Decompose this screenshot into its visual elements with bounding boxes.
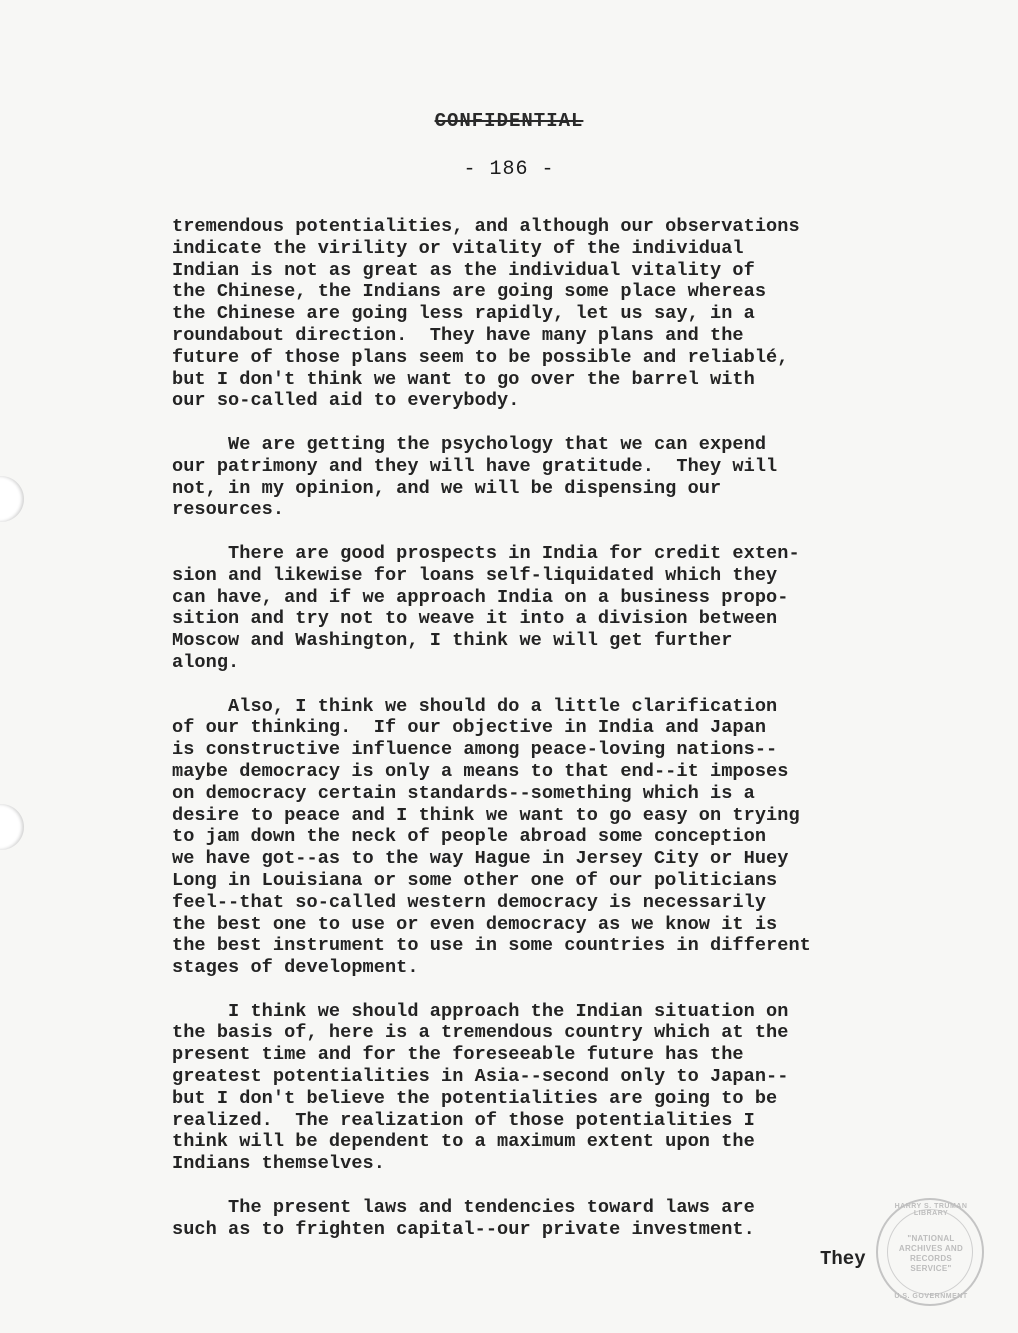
- text-line: maybe democracy is only a means to that end--it imposes: [172, 760, 789, 782]
- text-line: greatest potentialities in Asia--second only to Japan--: [172, 1066, 789, 1088]
- text-line: indicate the virility or vitality of the individual: [172, 237, 744, 259]
- text-line: our so-called aid to everybody.: [172, 390, 520, 412]
- text-line: tremendous potentialities, and although our observations: [172, 216, 800, 237]
- text-line: present time and for the foreseeable future has the: [172, 1044, 744, 1066]
- text-line: of our thinking. If our objective in India and Japan: [172, 717, 767, 739]
- text-line: not, in my opinion, and we will be dispensing our: [172, 477, 722, 499]
- text-line: sion and likewise for loans self-liquidated which they: [172, 564, 778, 586]
- text-line: Indians themselves.: [172, 1153, 385, 1175]
- text-line: on democracy certain standards--something which is a: [172, 782, 755, 804]
- paragraph-5: [172, 1001, 912, 1175]
- text-line: sition and try not to weave it into a division between: [172, 608, 778, 630]
- text-line: the Chinese are going less rapidly, let us say, in a: [172, 303, 755, 325]
- text-line: we have got--as to the way Hague in Jersey City or Huey: [172, 848, 789, 870]
- text-line: Long in Louisiana or some other one of our politicians: [172, 869, 778, 891]
- punch-hole-upper: [0, 476, 24, 522]
- text-line: the basis of, here is a tremendous country which at the: [172, 1022, 789, 1044]
- paragraph-gap: [172, 1175, 912, 1197]
- text-line: can have, and if we approach India on a business propo-: [172, 586, 789, 608]
- text-line: feel--that so-called western democracy is necessarily: [172, 891, 767, 913]
- paragraph-gap: [172, 674, 912, 696]
- text-line: but I don't believe the potentialities are going to be: [172, 1087, 778, 1109]
- paragraph-gap: [172, 979, 912, 1001]
- text-line: but I don't think we want to go over the barrel with: [172, 368, 755, 390]
- paragraph-gap: [172, 521, 912, 543]
- text-line: resources.: [172, 499, 285, 521]
- text-line: along.: [172, 651, 240, 673]
- text-line: stages of development.: [172, 957, 419, 979]
- page-number: - 186 -: [463, 158, 555, 181]
- paragraph-6: [172, 1197, 912, 1241]
- text-line: The present laws and tendencies toward laws are: [172, 1196, 755, 1218]
- seal-bottom-text: U.S. GOVERNMENT: [894, 1293, 968, 1300]
- text-line: such as to frighten capital--our private investment.: [172, 1218, 755, 1240]
- text-line: think will be dependent to a maximum extent upon the: [172, 1131, 755, 1153]
- text-line: the best one to use or even democracy as we know it is: [172, 913, 778, 935]
- text-line: We are getting the psychology that we can expend: [172, 433, 767, 455]
- seal-center-line: RECORDS: [909, 1254, 953, 1263]
- seal-center-line: SERVICE": [910, 1264, 952, 1273]
- paragraph-1: [172, 216, 912, 412]
- paragraph-2: [172, 434, 912, 521]
- text-line: There are good prospects in India for credit exten-: [172, 542, 800, 564]
- continuation-word: They: [820, 1248, 866, 1270]
- text-line: the best instrument to use in some countries in different: [172, 935, 811, 957]
- seal-top-text: HARRY S. TRUMAN LIBRARY: [894, 1203, 968, 1217]
- archive-seal-stamp: [876, 1198, 984, 1306]
- seal-center-text: [878, 1234, 984, 1274]
- text-line: Indian is not as great as the individual vitality of: [172, 259, 755, 281]
- paragraph-4: [172, 696, 912, 979]
- text-line: Moscow and Washington, I think we will get further: [172, 630, 733, 652]
- text-line: is constructive influence among peace-loving nations--: [172, 739, 778, 761]
- text-line: realized. The realization of those potentialities I: [172, 1109, 755, 1131]
- confidential-label: CONFIDENTIAL: [434, 110, 584, 132]
- document-body: [172, 216, 912, 1240]
- text-line: to jam down the neck of people abroad some conception: [172, 826, 767, 848]
- text-line: our patrimony and they will have gratitude. They will: [172, 455, 778, 477]
- punch-hole-lower: [0, 804, 24, 850]
- text-line: the Chinese, the Indians are going some place whereas: [172, 281, 767, 303]
- text-line: future of those plans seem to be possible and reliablé,: [172, 346, 789, 368]
- text-line: desire to peace and I think we want to go easy on trying: [172, 804, 800, 826]
- confidential-header: [0, 110, 1018, 132]
- seal-center-line: "NATIONAL: [907, 1234, 955, 1243]
- text-line: roundabout direction. They have many plans and the: [172, 324, 744, 346]
- text-line: Also, I think we should do a little clarification: [172, 695, 778, 717]
- seal-center-line: ARCHIVES AND: [898, 1244, 964, 1253]
- paragraph-gap: [172, 412, 912, 434]
- text-line: I think we should approach the Indian situation on: [172, 1000, 789, 1022]
- paragraph-3: [172, 543, 912, 674]
